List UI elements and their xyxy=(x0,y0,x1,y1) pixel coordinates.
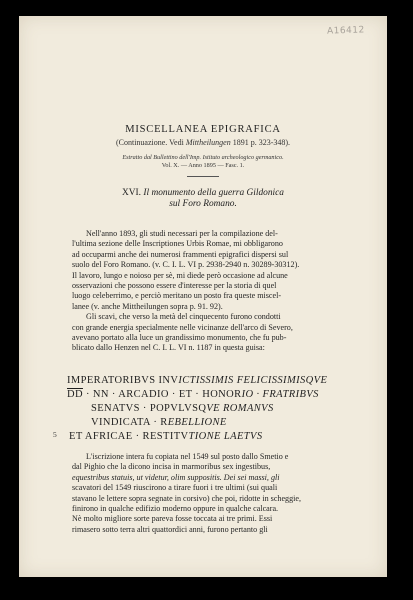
text-line: avevano portato alla luce un grandissimo monumento, che fu pub- xyxy=(72,333,287,343)
inscription-line-4: VINDICATA · REBELLIONE xyxy=(91,417,227,428)
extract-note xyxy=(19,154,387,170)
text-line: ad occuparmi anche dei numerosi frammenti epigrafici dispersi sul xyxy=(72,249,289,259)
inscription-line-3: SENATVS · POPVLVSQVE ROMANVS xyxy=(91,403,274,414)
inscription-line-2: $\overline{DD}$ · NN · ARCADIO · ET · HONORIO · FRATRIBVS xyxy=(67,389,319,400)
text-line: dal Pighio che la dicono incisa in marmoribus sex ingestibus, xyxy=(72,462,271,472)
text-line: osservazioni che possono essere d'interesse per la storia di quel xyxy=(72,281,277,291)
divider-rule xyxy=(187,176,219,177)
text-line: luogo celeberrimo, e perciò meritano un posto fra queste miscel- xyxy=(72,291,282,301)
extract-line-1: Estratto dal Bullettino dell'Imp. Istituto archeologico germanico. xyxy=(122,154,284,161)
text-line: con grande energia specialmente nelle vicinanze dell'arco di Severo, xyxy=(72,322,293,332)
text-line: l'ultima sezione delle Inscriptiones Urbis Romae, mi obbligarono xyxy=(72,239,283,249)
text-line: lanee (v. anche Mittheilungen sopra p. 91. 92). xyxy=(72,301,223,311)
document-title: MISCELLANEA EPIGRAFICA xyxy=(125,124,281,135)
text-line: scavatori del 1549 riuscirono a tirare fuori i tre ultimi (sui quali xyxy=(72,483,278,493)
text-line: suolo del Foro Romano. (v. C. I. L. VI p. 2938-2940 n. 30289-30312). xyxy=(72,260,300,270)
text-line: Il lavoro, lungo e noioso per sè, mi diede però occasione ad alcune xyxy=(72,270,288,280)
body-text-bottom xyxy=(72,452,353,535)
inscription-line-5: ET AFRICAE · RESTITVTIONE LAETVS xyxy=(69,431,263,442)
document-page xyxy=(19,16,387,577)
extract-line-2: Vol. X. — Anno 1895 — Fasc. 1. xyxy=(161,162,245,169)
section-heading xyxy=(19,188,387,210)
section-number: XVI. xyxy=(122,188,142,198)
text-line: Nell'anno 1893, gli studi necessari per la compilazione del- xyxy=(86,229,278,238)
text-line: finirono in qualche edifizio moderno oppure in qualche calcara. xyxy=(72,504,279,514)
inscription-line-1: IMPERATORIBVS INVICTISSIMIS FELICISSIMISQVE xyxy=(67,375,328,386)
inscription-line-number: 5 xyxy=(53,430,57,439)
pencil-inventory-note: A16412 xyxy=(327,25,366,37)
paragraph-1 xyxy=(72,229,353,312)
inscription-block xyxy=(67,374,367,444)
text-line: blicato dallo Henzen nel C. I. L. VI n. 1187 in questa guisa: xyxy=(72,343,265,353)
section-title-line-2: sul Foro Romano. xyxy=(169,199,237,209)
text-line: Nè molto migliore sorte pareva fosse toccata ai tre primi. Essi xyxy=(72,514,273,524)
text-line: Gli scavi, che verso la metà del cinquecento furono condotti xyxy=(86,312,281,322)
text-line: L'iscrizione intera fu copiata nel 1549 sul posto dallo Smetio e xyxy=(86,452,289,461)
document-subtitle: (Continuazione. Vedi Mittheilungen 1891 p. 323-348). xyxy=(115,138,291,147)
text-line: equestribus statuis, ut videtur, olim suppositis. Dei sei massi, gli xyxy=(72,472,280,482)
body-text-top xyxy=(72,229,353,354)
text-line: rimasero sotto terra altri quattordici anni, furono pertanto gli xyxy=(72,524,268,534)
paragraph-2 xyxy=(72,312,353,354)
text-line: stavano le lettere sopra segnate in corsivo) che poi, ridotte in scheggie, xyxy=(72,493,302,503)
section-title-line-1: Il monumento della guerra Gildonica xyxy=(143,188,284,198)
